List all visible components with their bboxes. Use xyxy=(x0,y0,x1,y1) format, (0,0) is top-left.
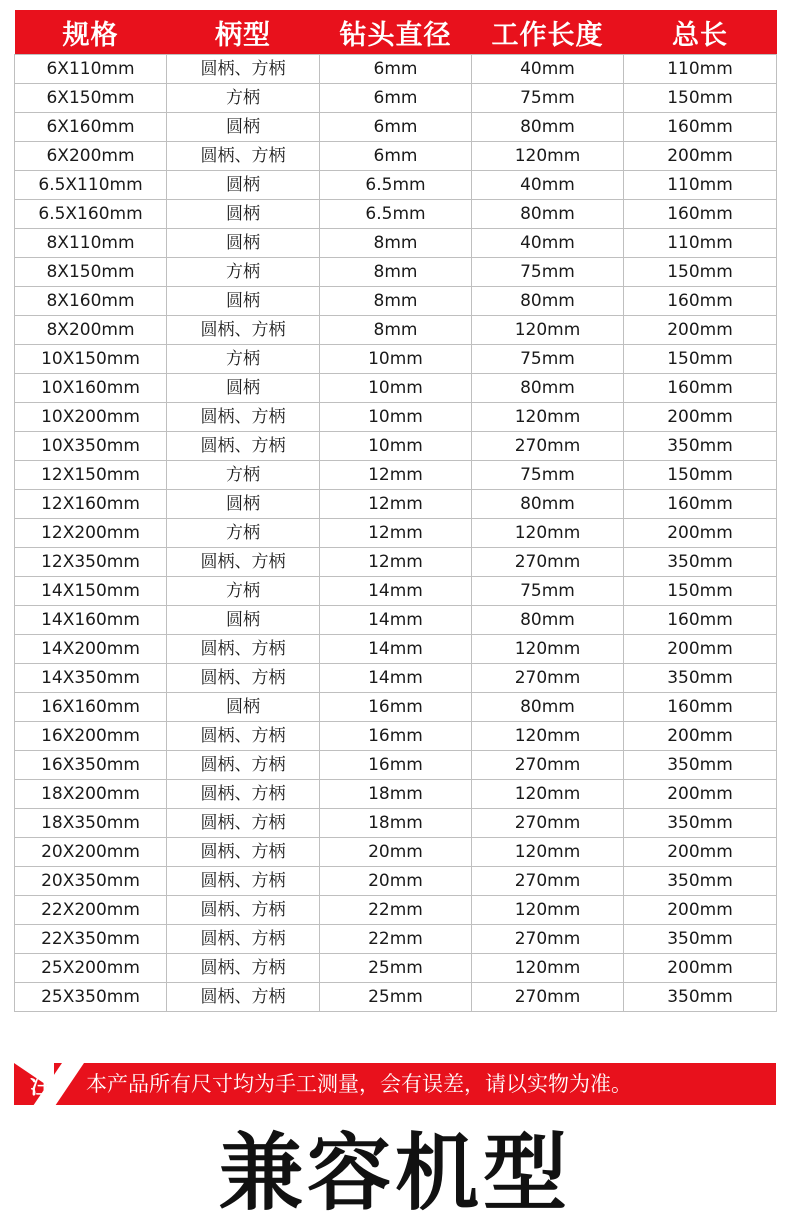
table-row xyxy=(15,925,777,954)
cell-shank-type: 圆柄、方柄 xyxy=(167,983,320,1012)
cell-spec: 25X350mm xyxy=(15,983,167,1012)
cell-bit-diameter: 12mm xyxy=(320,490,472,519)
cell-spec: 20X350mm xyxy=(15,867,167,896)
cell-spec: 14X150mm xyxy=(15,577,167,606)
cell-shank-type: 圆柄、方柄 xyxy=(167,867,320,896)
cell-working-length: 270mm xyxy=(472,925,624,954)
cell-working-length: 80mm xyxy=(472,113,624,142)
spec-table xyxy=(14,10,777,1012)
cell-total-length: 200mm xyxy=(624,519,777,548)
cell-total-length: 200mm xyxy=(624,142,777,171)
cell-total-length: 200mm xyxy=(624,635,777,664)
table-row xyxy=(15,461,777,490)
cell-total-length: 350mm xyxy=(624,432,777,461)
spec-table-body xyxy=(15,55,777,1012)
cell-spec: 10X200mm xyxy=(15,403,167,432)
cell-total-length: 160mm xyxy=(624,693,777,722)
cell-bit-diameter: 16mm xyxy=(320,722,472,751)
header-shank-type: 柄型 xyxy=(167,10,320,55)
cell-working-length: 270mm xyxy=(472,548,624,577)
cell-working-length: 40mm xyxy=(472,229,624,258)
cell-working-length: 75mm xyxy=(472,461,624,490)
cell-bit-diameter: 22mm xyxy=(320,896,472,925)
cell-bit-diameter: 16mm xyxy=(320,751,472,780)
cell-spec: 8X160mm xyxy=(15,287,167,316)
cell-bit-diameter: 18mm xyxy=(320,809,472,838)
cell-working-length: 80mm xyxy=(472,374,624,403)
cell-shank-type: 圆柄、方柄 xyxy=(167,142,320,171)
cell-total-length: 160mm xyxy=(624,113,777,142)
cell-total-length: 200mm xyxy=(624,896,777,925)
cell-working-length: 120mm xyxy=(472,316,624,345)
table-row xyxy=(15,519,777,548)
cell-shank-type: 圆柄 xyxy=(167,374,320,403)
cell-bit-diameter: 6mm xyxy=(320,84,472,113)
cell-working-length: 120mm xyxy=(472,954,624,983)
cell-bit-diameter: 12mm xyxy=(320,519,472,548)
table-row xyxy=(15,287,777,316)
cell-shank-type: 方柄 xyxy=(167,84,320,113)
cell-working-length: 270mm xyxy=(472,664,624,693)
cell-bit-diameter: 6.5mm xyxy=(320,171,472,200)
cell-working-length: 40mm xyxy=(472,171,624,200)
cell-working-length: 80mm xyxy=(472,693,624,722)
cell-shank-type: 圆柄、方柄 xyxy=(167,838,320,867)
compatible-models-heading: 兼容机型 xyxy=(218,1124,571,1222)
cell-shank-type: 方柄 xyxy=(167,345,320,374)
cell-working-length: 120mm xyxy=(472,838,624,867)
cell-working-length: 40mm xyxy=(472,55,624,84)
header-bit-diameter: 钻头直径 xyxy=(320,10,472,55)
cell-bit-diameter: 14mm xyxy=(320,635,472,664)
table-row xyxy=(15,229,777,258)
table-row xyxy=(15,838,777,867)
table-row xyxy=(15,983,777,1012)
cell-spec: 6X150mm xyxy=(15,84,167,113)
cell-total-length: 350mm xyxy=(624,925,777,954)
table-row xyxy=(15,84,777,113)
cell-bit-diameter: 8mm xyxy=(320,287,472,316)
table-row xyxy=(15,316,777,345)
table-row xyxy=(15,693,777,722)
cell-shank-type: 圆柄、方柄 xyxy=(167,896,320,925)
cell-total-length: 200mm xyxy=(624,403,777,432)
cell-spec: 8X200mm xyxy=(15,316,167,345)
cell-total-length: 200mm xyxy=(624,954,777,983)
cell-working-length: 80mm xyxy=(472,490,624,519)
cell-spec: 14X160mm xyxy=(15,606,167,635)
cell-shank-type: 圆柄、方柄 xyxy=(167,55,320,84)
cell-bit-diameter: 25mm xyxy=(320,983,472,1012)
cell-working-length: 75mm xyxy=(472,84,624,113)
cell-shank-type: 圆柄 xyxy=(167,200,320,229)
cell-total-length: 150mm xyxy=(624,461,777,490)
cell-shank-type: 圆柄、方柄 xyxy=(167,635,320,664)
cell-total-length: 160mm xyxy=(624,200,777,229)
cell-shank-type: 圆柄、方柄 xyxy=(167,403,320,432)
cell-working-length: 270mm xyxy=(472,432,624,461)
table-row xyxy=(15,171,777,200)
cell-spec: 12X200mm xyxy=(15,519,167,548)
cell-bit-diameter: 14mm xyxy=(320,577,472,606)
header-working-length: 工作长度 xyxy=(472,10,624,55)
cell-bit-diameter: 8mm xyxy=(320,229,472,258)
cell-shank-type: 方柄 xyxy=(167,461,320,490)
header-spec: 规格 xyxy=(15,10,167,55)
cell-working-length: 120mm xyxy=(472,519,624,548)
cell-bit-diameter: 6mm xyxy=(320,142,472,171)
note-label: 注 xyxy=(30,1071,54,1099)
cell-shank-type: 圆柄 xyxy=(167,113,320,142)
cell-working-length: 120mm xyxy=(472,780,624,809)
cell-bit-diameter: 8mm xyxy=(320,316,472,345)
cell-total-length: 350mm xyxy=(624,983,777,1012)
cell-working-length: 75mm xyxy=(472,577,624,606)
table-row xyxy=(15,403,777,432)
cell-spec: 6X110mm xyxy=(15,55,167,84)
cell-spec: 10X160mm xyxy=(15,374,167,403)
table-row xyxy=(15,635,777,664)
cell-total-length: 150mm xyxy=(624,577,777,606)
cell-shank-type: 圆柄、方柄 xyxy=(167,751,320,780)
cell-total-length: 160mm xyxy=(624,490,777,519)
cell-shank-type: 圆柄、方柄 xyxy=(167,432,320,461)
table-row xyxy=(15,867,777,896)
table-row xyxy=(15,432,777,461)
cell-spec: 20X200mm xyxy=(15,838,167,867)
table-row xyxy=(15,113,777,142)
cell-working-length: 80mm xyxy=(472,606,624,635)
cell-bit-diameter: 18mm xyxy=(320,780,472,809)
cell-bit-diameter: 10mm xyxy=(320,374,472,403)
table-row xyxy=(15,722,777,751)
cell-shank-type: 方柄 xyxy=(167,258,320,287)
header-row xyxy=(15,10,777,55)
cell-total-length: 200mm xyxy=(624,316,777,345)
cell-spec: 22X350mm xyxy=(15,925,167,954)
cell-spec: 10X350mm xyxy=(15,432,167,461)
cell-spec: 6X160mm xyxy=(15,113,167,142)
cell-shank-type: 方柄 xyxy=(167,519,320,548)
cell-shank-type: 圆柄、方柄 xyxy=(167,722,320,751)
cell-shank-type: 圆柄 xyxy=(167,229,320,258)
table-row xyxy=(15,200,777,229)
cell-bit-diameter: 25mm xyxy=(320,954,472,983)
cell-total-length: 110mm xyxy=(624,55,777,84)
note-banner xyxy=(14,1063,776,1105)
cell-shank-type: 圆柄、方柄 xyxy=(167,316,320,345)
cell-shank-type: 圆柄 xyxy=(167,606,320,635)
cell-working-length: 120mm xyxy=(472,403,624,432)
table-row xyxy=(15,548,777,577)
cell-bit-diameter: 14mm xyxy=(320,606,472,635)
table-row xyxy=(15,751,777,780)
spec-table-header xyxy=(15,10,777,55)
cell-bit-diameter: 14mm xyxy=(320,664,472,693)
cell-spec: 16X200mm xyxy=(15,722,167,751)
cell-spec: 14X350mm xyxy=(15,664,167,693)
table-row xyxy=(15,954,777,983)
table-row xyxy=(15,577,777,606)
cell-bit-diameter: 12mm xyxy=(320,461,472,490)
cell-total-length: 200mm xyxy=(624,838,777,867)
cell-spec: 6X200mm xyxy=(15,142,167,171)
cell-bit-diameter: 22mm xyxy=(320,925,472,954)
cell-shank-type: 圆柄、方柄 xyxy=(167,809,320,838)
table-row xyxy=(15,490,777,519)
cell-shank-type: 圆柄、方柄 xyxy=(167,780,320,809)
cell-bit-diameter: 16mm xyxy=(320,693,472,722)
cell-working-length: 75mm xyxy=(472,258,624,287)
cell-working-length: 270mm xyxy=(472,867,624,896)
cell-total-length: 160mm xyxy=(624,606,777,635)
cell-working-length: 120mm xyxy=(472,722,624,751)
cell-total-length: 160mm xyxy=(624,287,777,316)
cell-total-length: 350mm xyxy=(624,664,777,693)
note-text: 本产品所有尺寸均为手工测量，会有误差，请以实物为准。 xyxy=(86,1072,632,1096)
cell-working-length: 75mm xyxy=(472,345,624,374)
cell-bit-diameter: 10mm xyxy=(320,403,472,432)
cell-working-length: 120mm xyxy=(472,142,624,171)
cell-working-length: 270mm xyxy=(472,809,624,838)
cell-total-length: 350mm xyxy=(624,751,777,780)
cell-bit-diameter: 20mm xyxy=(320,867,472,896)
cell-spec: 14X200mm xyxy=(15,635,167,664)
table-row xyxy=(15,606,777,635)
cell-bit-diameter: 6mm xyxy=(320,55,472,84)
cell-spec: 25X200mm xyxy=(15,954,167,983)
cell-working-length: 270mm xyxy=(472,751,624,780)
cell-working-length: 80mm xyxy=(472,200,624,229)
cell-bit-diameter: 10mm xyxy=(320,432,472,461)
cell-working-length: 120mm xyxy=(472,896,624,925)
cell-spec: 12X350mm xyxy=(15,548,167,577)
cell-spec: 8X150mm xyxy=(15,258,167,287)
cell-spec: 16X350mm xyxy=(15,751,167,780)
cell-spec: 8X110mm xyxy=(15,229,167,258)
cell-total-length: 350mm xyxy=(624,809,777,838)
table-row xyxy=(15,345,777,374)
table-row xyxy=(15,780,777,809)
table-row xyxy=(15,374,777,403)
cell-shank-type: 圆柄 xyxy=(167,490,320,519)
cell-bit-diameter: 6.5mm xyxy=(320,200,472,229)
cell-shank-type: 方柄 xyxy=(167,577,320,606)
cell-total-length: 110mm xyxy=(624,171,777,200)
cell-working-length: 270mm xyxy=(472,983,624,1012)
cell-spec: 18X200mm xyxy=(15,780,167,809)
cell-spec: 6.5X160mm xyxy=(15,200,167,229)
cell-total-length: 160mm xyxy=(624,374,777,403)
cell-total-length: 150mm xyxy=(624,84,777,113)
cell-total-length: 150mm xyxy=(624,345,777,374)
cell-total-length: 350mm xyxy=(624,867,777,896)
cell-shank-type: 圆柄、方柄 xyxy=(167,548,320,577)
cell-shank-type: 圆柄 xyxy=(167,287,320,316)
cell-spec: 12X160mm xyxy=(15,490,167,519)
table-row xyxy=(15,809,777,838)
cell-total-length: 200mm xyxy=(624,722,777,751)
cell-bit-diameter: 20mm xyxy=(320,838,472,867)
cell-spec: 12X150mm xyxy=(15,461,167,490)
table-row xyxy=(15,258,777,287)
table-row xyxy=(15,896,777,925)
cell-total-length: 350mm xyxy=(624,548,777,577)
cell-shank-type: 圆柄、方柄 xyxy=(167,954,320,983)
cell-shank-type: 圆柄、方柄 xyxy=(167,664,320,693)
cell-spec: 10X150mm xyxy=(15,345,167,374)
cell-spec: 22X200mm xyxy=(15,896,167,925)
cell-shank-type: 圆柄 xyxy=(167,171,320,200)
cell-spec: 16X160mm xyxy=(15,693,167,722)
cell-total-length: 150mm xyxy=(624,258,777,287)
cell-shank-type: 圆柄 xyxy=(167,693,320,722)
cell-bit-diameter: 8mm xyxy=(320,258,472,287)
cell-spec: 18X350mm xyxy=(15,809,167,838)
table-row xyxy=(15,55,777,84)
cell-bit-diameter: 6mm xyxy=(320,113,472,142)
cell-bit-diameter: 10mm xyxy=(320,345,472,374)
table-row xyxy=(15,142,777,171)
table-row xyxy=(15,664,777,693)
cell-total-length: 110mm xyxy=(624,229,777,258)
header-total-length: 总长 xyxy=(624,10,777,55)
cell-working-length: 120mm xyxy=(472,635,624,664)
cell-working-length: 80mm xyxy=(472,287,624,316)
cell-shank-type: 圆柄、方柄 xyxy=(167,925,320,954)
cell-bit-diameter: 12mm xyxy=(320,548,472,577)
cell-total-length: 200mm xyxy=(624,780,777,809)
cell-spec: 6.5X110mm xyxy=(15,171,167,200)
